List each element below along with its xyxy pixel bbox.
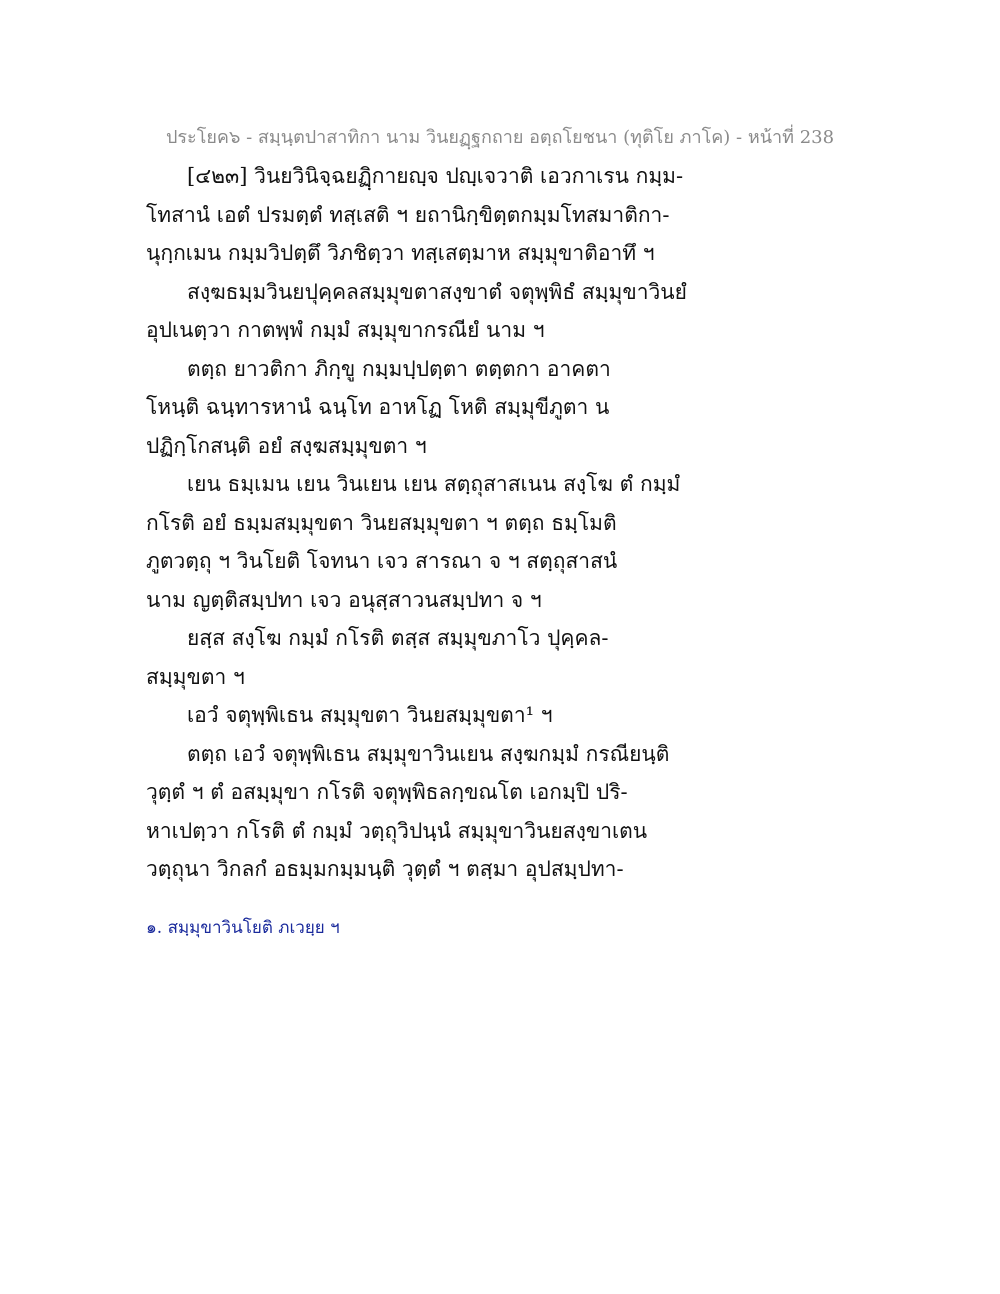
text-line: ภูตวตฺถุ ฯ วินโยติ โจทนา เจว สารณา จ ฯ สตฺถุสาสนํ: [146, 549, 618, 573]
text-line: เยน ธมฺเมน เยน วินเยน เยน สตฺถุสาสเนน สงฺโฆ ตํ กมฺมํ: [187, 472, 681, 496]
text-line: วุตฺตํ ฯ ตํ อสมฺมุขา กโรติ จตุพฺพิธลกฺขณโต เอกมฺปิ ปริ-: [146, 780, 628, 804]
text-line: ยสฺส สงฺโฆ กมฺมํ กโรติ ตสฺส สมฺมุขภาโว ปุคฺคล-: [187, 626, 609, 650]
text-line: [๔๒๓] วินยวินิจฺฉยฏฺิกายญฺจ ปญฺเจวาติ เอวกาเรน กมฺม-: [187, 164, 684, 188]
text-line: อุปเนตฺวา กาตพฺพํ กมฺมํ สมฺมุขากรณียํ นาม ฯ: [146, 318, 545, 342]
running-header: ประโยค๖ - สมฺนฺตปาสาทิกา นาม วินยฏฺฐกถาย อตฺถโยชนา (ทุติโย ภาโค) - หน้าที่ 238: [165, 127, 835, 148]
footnote: ๑. สมฺมุขาวินโยติ ภเวยฺย ฯ: [146, 918, 340, 938]
body-text: [146, 157, 866, 889]
text-line: นาม ญตฺติสมฺปทา เจว อนุสฺสาวนสมฺปทา จ ฯ: [146, 587, 542, 612]
text-line: ตตฺถ ยาวติกา ภิกฺขู กมฺมปฺปตฺตา ตตฺตกา อาคตา: [187, 356, 611, 381]
text-line: โทสานํ เอตํ ปรมตฺตํ ทสฺเสติ ฯ ยถานิกฺขิตฺตกมฺมโทสมาติกา-: [146, 202, 670, 227]
text-line: ปฏิกฺโกสนฺติ อยํ สงฺฆสมฺมุขตา ฯ: [146, 433, 427, 458]
text-line: หาเปตฺวา กโรติ ตํ กมฺมํ วตฺถุวิปนฺนํ สมฺมุขาวินยสงฺขาเตน: [146, 818, 648, 843]
text-line: ตตฺถ เอวํ จตุพฺพิเธน สมฺมุขาวินเยน สงฺฆกมฺมํ กรณียนฺติ: [187, 741, 670, 766]
text-line: โหนฺติ ฉนฺทารหานํ ฉนฺโท อาหโฏ โหติ สมฺมุขีภูตา น: [146, 395, 610, 419]
text-line: วตฺถุนา วิกลกํ อธมฺมกมฺมนฺติ วุตฺตํ ฯ ตสฺมา อุปสมฺปทา-: [146, 857, 624, 881]
text-line: สมฺมุขตา ฯ: [146, 664, 245, 689]
text-line: กโรติ อยํ ธมฺมสมฺมุขตา วินยสมฺมุขตา ฯ ตตฺถ ธมฺโมติ: [146, 510, 617, 535]
text-line: นุกฺกเมน กมฺมวิปตฺตึ วิภชิตฺวา ทสฺเสตฺมาห สมฺมุขาติอาทึ ฯ: [146, 241, 655, 265]
text-line: สงฺฆธมฺมวินยปุคฺคลสมฺมุขตาสงฺขาตํ จตุพฺพิธํ สมฺมุขาวินยํ: [187, 279, 687, 304]
text-line: เอวํ จตุพฺพิเธน สมฺมุขตา วินยสมฺมุขตา¹ ฯ: [187, 703, 553, 727]
